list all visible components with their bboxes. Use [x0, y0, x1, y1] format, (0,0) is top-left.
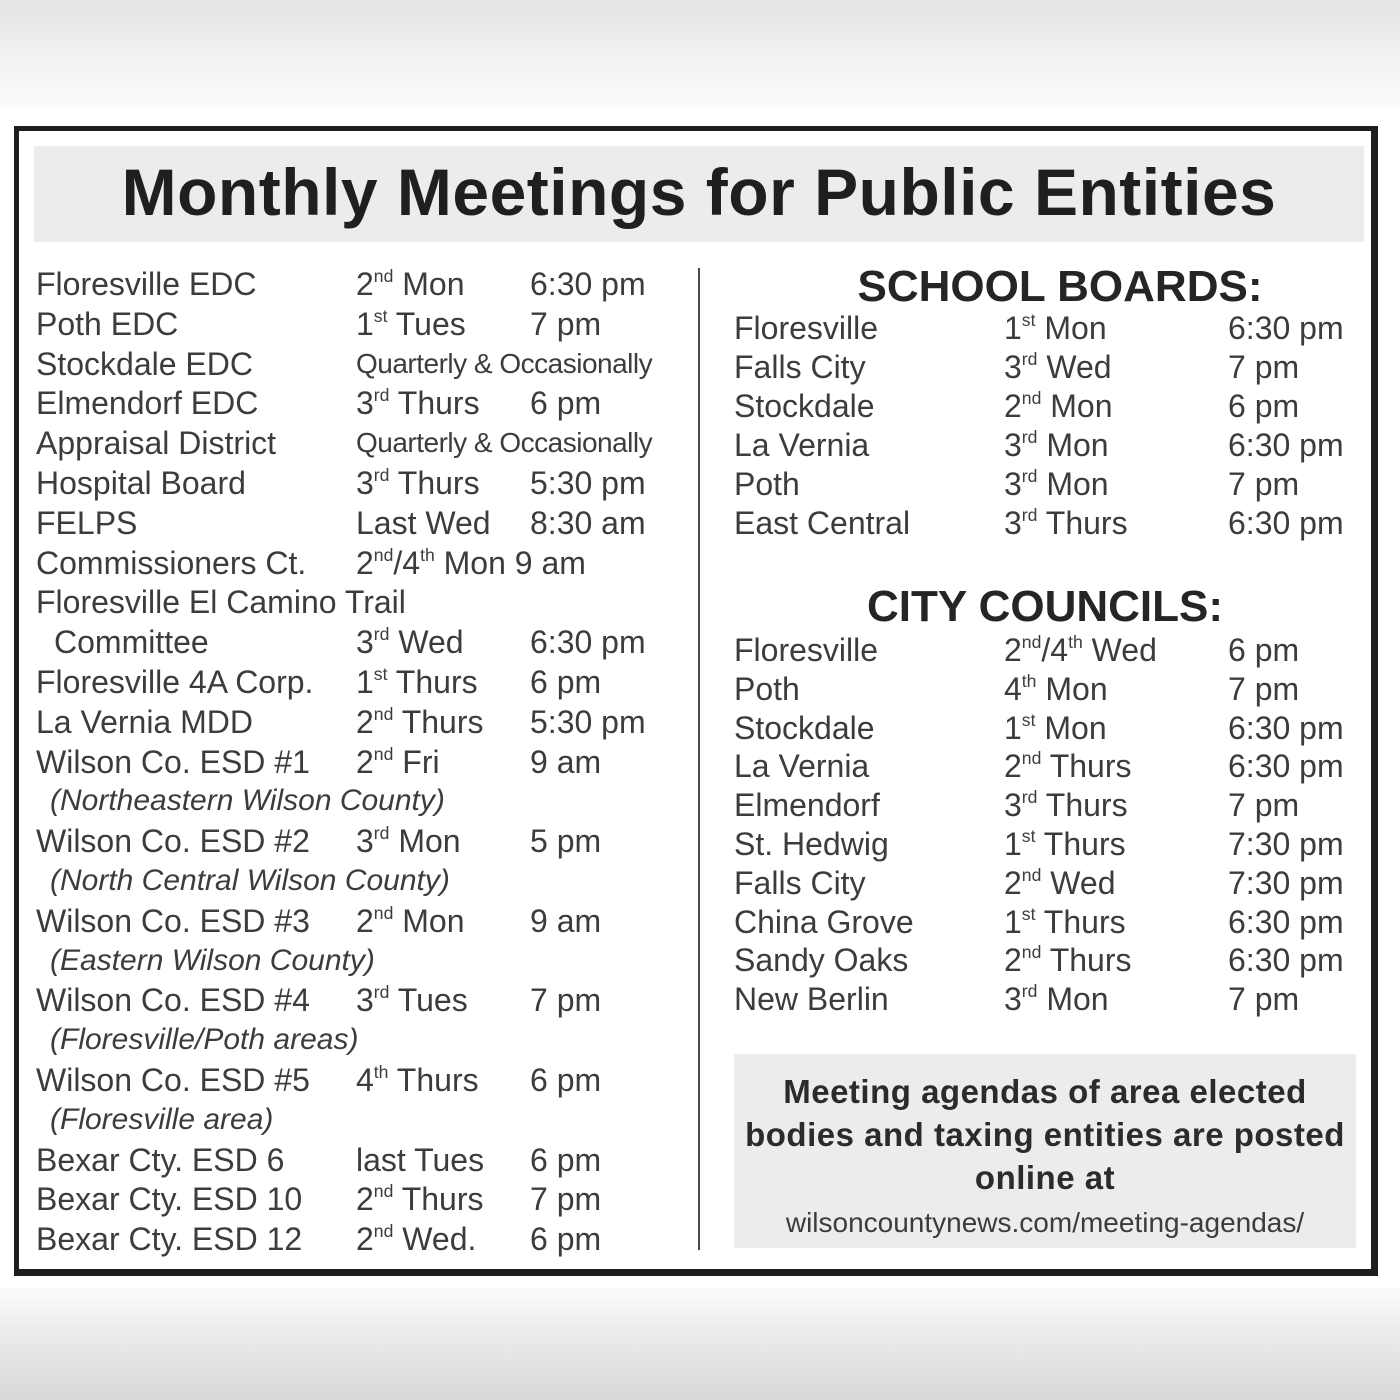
- meeting-time: 6:30 pm: [1228, 903, 1344, 940]
- ordinal-suffix: th: [1021, 670, 1037, 691]
- agenda-link[interactable]: wilsoncountynews.com/meeting-agendas/: [785, 1207, 1305, 1238]
- entity-name: La Vernia: [734, 427, 870, 463]
- ordinal-suffix: st: [373, 663, 388, 684]
- meeting-time: 6 pm: [530, 385, 602, 422]
- meeting-time: 6 pm: [530, 1221, 602, 1258]
- ordinal-suffix: rd: [373, 982, 390, 1003]
- meeting-time: 6 pm: [530, 664, 602, 700]
- meeting-day: 3rd Thurs: [1004, 504, 1128, 541]
- entity-name: Elmendorf EDC: [36, 385, 259, 422]
- meeting-day: 3rd Wed: [356, 624, 464, 661]
- meeting-day: 3rd Wed: [1004, 348, 1112, 385]
- entity-name: La Vernia MDD: [36, 703, 253, 740]
- entity-name: Poth: [734, 466, 800, 502]
- school-boards-heading: SCHOOL BOARDS:: [857, 262, 1263, 311]
- meeting-time: 6 pm: [530, 1141, 602, 1178]
- meeting-time: 6:30 pm: [1228, 748, 1344, 785]
- entity-name: Poth: [734, 670, 800, 707]
- meeting-day: 2nd Thurs: [1004, 748, 1132, 785]
- ordinal-suffix: nd: [1021, 748, 1042, 769]
- entity-name: Wilson Co. ESD #3: [36, 902, 310, 939]
- meeting-time: 7:30 pm: [1228, 826, 1344, 862]
- page-title: Monthly Meetings for Public Entities: [121, 155, 1277, 229]
- ordinal-suffix: nd: [373, 703, 394, 724]
- title-band: [34, 146, 1364, 242]
- area-note: (Floresville area): [50, 1102, 274, 1136]
- entity-name: FELPS: [36, 504, 138, 541]
- meeting-day: 2nd/4th Mon 9 am: [356, 544, 586, 581]
- meeting-day: 2nd Thurs: [1004, 942, 1132, 979]
- meeting-time: 9 am: [530, 902, 602, 939]
- agenda-notice: [734, 1054, 1356, 1248]
- area-note: (Floresville/Poth areas): [50, 1023, 359, 1057]
- entity-name: Stockdale EDC: [36, 345, 253, 382]
- meeting-day: 2nd Wed.: [356, 1221, 477, 1258]
- ordinal-suffix: nd: [373, 1221, 394, 1241]
- meeting-day: 1st Mon: [1004, 309, 1107, 346]
- entity-name: Elmendorf: [734, 787, 880, 824]
- entity-name: Stockdale: [734, 388, 875, 424]
- ordinal-suffix: th: [373, 1061, 389, 1082]
- meeting-time: 6 pm: [1228, 632, 1300, 668]
- agenda-notice-text: Meeting agendas of area elected bodies and taxing entities are posted online at: [745, 1073, 1345, 1196]
- ordinal-suffix: rd: [1021, 426, 1038, 447]
- meeting-time: 6:30 pm: [530, 266, 646, 302]
- ordinal-suffix: rd: [1021, 504, 1038, 525]
- entity-name: La Vernia: [734, 748, 870, 785]
- entity-name: Commissioners Ct.: [36, 544, 307, 581]
- meeting-time: 6:30 pm: [1228, 505, 1344, 541]
- meeting-day: 4th Mon: [1004, 670, 1108, 707]
- meeting-time: 7 pm: [1228, 349, 1300, 385]
- ordinal-suffix: rd: [1021, 348, 1038, 369]
- entity-name: Wilson Co. ESD #1: [36, 743, 310, 780]
- ordinal-suffix: st: [1021, 709, 1036, 730]
- meeting-day: 3rd Mon: [1004, 465, 1109, 502]
- meeting-time: 6:30 pm: [530, 624, 646, 661]
- meeting-time: 6 pm: [1228, 388, 1300, 424]
- meeting-day: 2nd Thurs: [356, 1181, 484, 1218]
- entity-name: East Central: [734, 505, 911, 541]
- entity-name: Floresville: [734, 632, 879, 668]
- meeting-time: 7 pm: [1228, 466, 1300, 502]
- ordinal-suffix: rd: [373, 624, 390, 644]
- meeting-time: 5:30 pm: [530, 465, 646, 501]
- meeting-time: 6:30 pm: [1228, 942, 1344, 979]
- meeting-day: 2nd Mon: [1004, 387, 1113, 424]
- ordinal-suffix: nd: [1021, 387, 1042, 408]
- meeting-day: 1st Thurs: [356, 663, 478, 700]
- meeting-day: 3rd Tues: [356, 982, 468, 1019]
- meeting-time: 5 pm: [530, 823, 602, 860]
- entity-name: Wilson Co. ESD #2: [36, 823, 310, 860]
- area-note: (Eastern Wilson County): [50, 943, 375, 977]
- meeting-day: 3rd Mon: [1004, 426, 1109, 463]
- entity-name: Floresville EDC: [36, 266, 257, 302]
- ordinal-suffix: rd: [1021, 787, 1038, 807]
- meeting-time: 6:30 pm: [1228, 427, 1344, 463]
- meeting-day: 3rd Thurs: [356, 385, 480, 422]
- area-note: (Northeastern Wilson County): [50, 784, 445, 818]
- ordinal-suffix: rd: [1021, 981, 1038, 1001]
- entity-name: St. Hedwig: [734, 826, 889, 862]
- meeting-day: 2nd Thurs: [356, 703, 484, 740]
- entity-name: Wilson Co. ESD #5: [36, 1062, 310, 1098]
- entity-name: Falls City: [734, 864, 866, 901]
- entity-name: Bexar Cty. ESD 10: [36, 1181, 303, 1218]
- meeting-day: 2nd Wed: [1004, 864, 1116, 901]
- ordinal-suffix: th: [1068, 631, 1083, 652]
- entity-name: Stockdale: [734, 709, 875, 746]
- ordinal-suffix: nd: [373, 743, 394, 764]
- entity-name: Sandy Oaks: [734, 942, 909, 979]
- entity-name: Floresville El Camino Trail: [36, 584, 406, 621]
- entity-name: Bexar Cty. ESD 12: [36, 1221, 303, 1258]
- meeting-day: 3rd Mon: [356, 823, 461, 860]
- ordinal-suffix: rd: [373, 385, 390, 406]
- ordinal-suffix: th: [420, 544, 435, 565]
- ordinal-suffix: rd: [373, 464, 390, 485]
- meeting-time: 7 pm: [530, 982, 602, 1019]
- meeting-day: 3rd Thurs: [356, 464, 480, 501]
- ordinal-suffix: nd: [1021, 631, 1042, 652]
- ordinal-suffix: nd: [373, 544, 394, 565]
- entity-name: Poth EDC: [36, 305, 179, 342]
- entity-name: Floresville 4A Corp.: [36, 664, 314, 700]
- meeting-day: 3rd Mon: [1004, 981, 1109, 1018]
- ordinal-suffix: st: [1021, 825, 1036, 846]
- meeting-time: 7 pm: [530, 305, 602, 342]
- meeting-day: Quarterly & Occasionally: [356, 427, 653, 459]
- ordinal-suffix: nd: [373, 265, 394, 286]
- entity-name: Falls City: [734, 349, 866, 385]
- meeting-day: 1st Tues: [356, 305, 466, 342]
- ordinal-suffix: rd: [373, 823, 390, 843]
- area-note: (North Central Wilson County): [50, 864, 450, 897]
- ordinal-suffix: nd: [1021, 942, 1042, 963]
- meeting-day: 2nd Fri: [356, 743, 440, 780]
- entity-name: New Berlin: [734, 981, 889, 1018]
- entity-name: China Grove: [734, 903, 914, 940]
- meeting-day: 2nd/4th Wed: [1004, 631, 1157, 668]
- meeting-day: 3rd Thurs: [1004, 787, 1128, 824]
- meeting-time: 6:30 pm: [1228, 310, 1344, 346]
- ordinal-suffix: nd: [373, 902, 394, 923]
- meeting-day: 2nd Mon: [356, 902, 465, 939]
- meeting-day: 1st Thurs: [1004, 825, 1126, 862]
- entity-name: Wilson Co. ESD #4: [36, 982, 310, 1019]
- meeting-day: 2nd Mon: [356, 265, 465, 302]
- entity-name: Hospital Board: [36, 465, 246, 501]
- meeting-day: 1st Mon: [1004, 709, 1107, 746]
- ordinal-suffix: st: [1021, 903, 1036, 924]
- entity-name: Floresville: [734, 310, 879, 346]
- ordinal-suffix: nd: [373, 1181, 394, 1202]
- meeting-time: 5:30 pm: [530, 703, 646, 740]
- meeting-day: last Tues: [356, 1141, 485, 1178]
- ordinal-suffix: nd: [1021, 864, 1042, 885]
- meeting-day: Last Wed: [356, 504, 491, 541]
- meeting-time: 9 am: [530, 743, 602, 780]
- entity-name: Bexar Cty. ESD 6: [36, 1141, 285, 1178]
- meeting-time: 7 pm: [1228, 981, 1300, 1018]
- meeting-day: Quarterly & Occasionally: [356, 347, 653, 379]
- ordinal-suffix: st: [373, 305, 388, 326]
- ordinal-suffix: rd: [1021, 465, 1038, 486]
- meeting-day: 4th Thurs: [356, 1061, 479, 1098]
- entity-name: Committee: [54, 624, 209, 661]
- city-councils-heading: CITY COUNCILS:: [866, 582, 1224, 631]
- meeting-time: 7 pm: [1228, 787, 1300, 824]
- ordinal-suffix: st: [1021, 309, 1036, 330]
- meeting-time: 6:30 pm: [1228, 709, 1344, 746]
- meeting-time: 7 pm: [1228, 670, 1300, 707]
- meeting-day: 1st Thurs: [1004, 903, 1126, 940]
- entity-name: Appraisal District: [36, 425, 277, 462]
- meeting-time: 6 pm: [530, 1062, 602, 1098]
- meeting-time: 7:30 pm: [1228, 864, 1344, 901]
- meeting-time: 8:30 am: [530, 504, 646, 541]
- column-divider: [698, 268, 700, 1250]
- meeting-time: 7 pm: [530, 1181, 602, 1218]
